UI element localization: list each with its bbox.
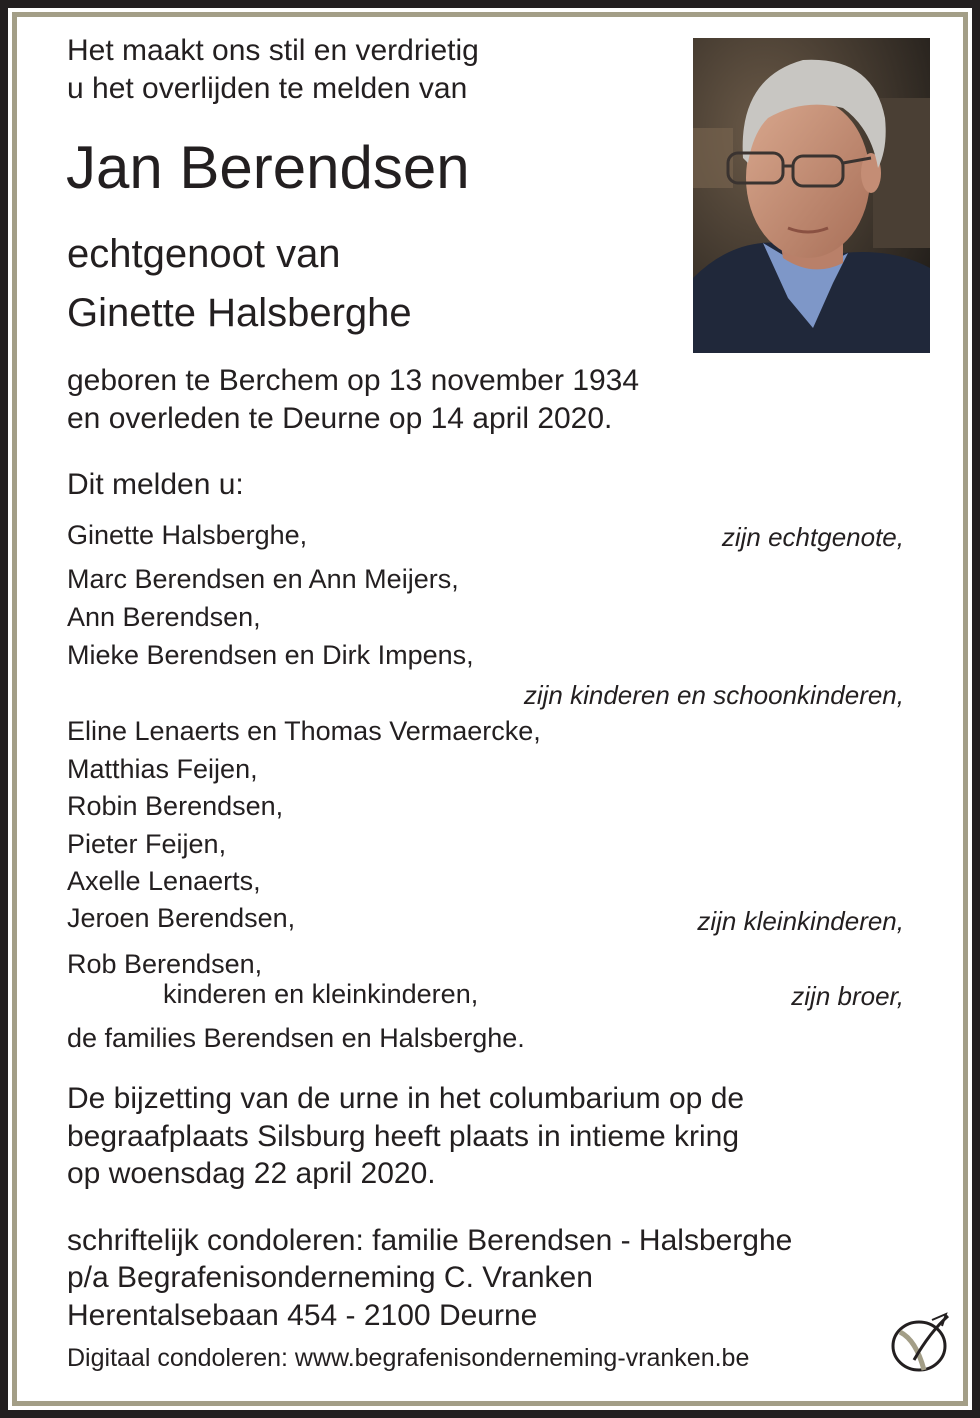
intro-line-1: Het maakt ons stil en verdrietig xyxy=(67,34,479,67)
family-brother-relation: zijn broer, xyxy=(791,981,904,1011)
burial-line-3: op woensdag 22 april 2020. xyxy=(67,1157,436,1190)
family-spouse-relation: zijn echtgenote, xyxy=(721,522,904,552)
announcers-heading: Dit melden u: xyxy=(67,468,244,501)
family-grandchild-5: Axelle Lenaerts, xyxy=(67,866,261,896)
spouse-line-1: echtgenoot van xyxy=(67,232,341,276)
condolence-line-1: schriftelijk condoleren: familie Berendsen - Halsberghe xyxy=(67,1224,793,1257)
family-children-relation: zijn kinderen en schoonkinderen, xyxy=(523,680,904,710)
portrait-photo xyxy=(693,38,930,353)
family-child-1: Marc Berendsen en Ann Meijers, xyxy=(67,564,459,594)
digital-condolence-link[interactable]: Digitaal condoleren: www.begrafenisonderneming-vranken.be xyxy=(67,1344,750,1372)
family-grandchild-6: Jeroen Berendsen, xyxy=(67,903,296,933)
family-grandchild-2: Matthias Feijen, xyxy=(67,754,258,784)
death-line: en overleden te Deurne op 14 april 2020. xyxy=(67,402,613,435)
family-spouse-name: Ginette Halsberghe, xyxy=(67,520,308,550)
family-child-3: Mieke Berendsen en Dirk Impens, xyxy=(67,640,474,670)
burial-line-1: De bijzetting van de urne in het columbarium op de xyxy=(67,1082,745,1115)
family-brother: Rob Berendsen, xyxy=(67,949,263,979)
family-grandchild-4: Pieter Feijen, xyxy=(67,829,227,859)
spouse-line-2: Ginette Halsberghe xyxy=(67,291,412,335)
intro-line-2: u het overlijden te melden van xyxy=(67,72,468,105)
deceased-name: Jan Berendsen xyxy=(66,134,470,201)
family-families: de families Berendsen en Halsberghe. xyxy=(67,1023,525,1053)
condolence-line-3: Herentalsebaan 454 - 2100 Deurne xyxy=(67,1299,538,1332)
family-child-2: Ann Berendsen, xyxy=(67,602,261,632)
family-brother-sub: kinderen en kleinkinderen, xyxy=(163,979,479,1009)
family-grandchild-1: Eline Lenaerts en Thomas Vermaercke, xyxy=(67,716,541,746)
birth-line: geboren te Berchem op 13 november 1934 xyxy=(67,364,640,397)
burial-line-2: begraafplaats Silsburg heeft plaats in intieme kring xyxy=(67,1120,740,1153)
undertaker-logo-icon xyxy=(886,1310,952,1376)
condolence-line-2: p/a Begrafenisonderneming C. Vranken xyxy=(67,1261,593,1294)
family-grandchild-3: Robin Berendsen, xyxy=(67,791,284,821)
family-grandchildren-relation: zijn kleinkinderen, xyxy=(697,906,904,936)
